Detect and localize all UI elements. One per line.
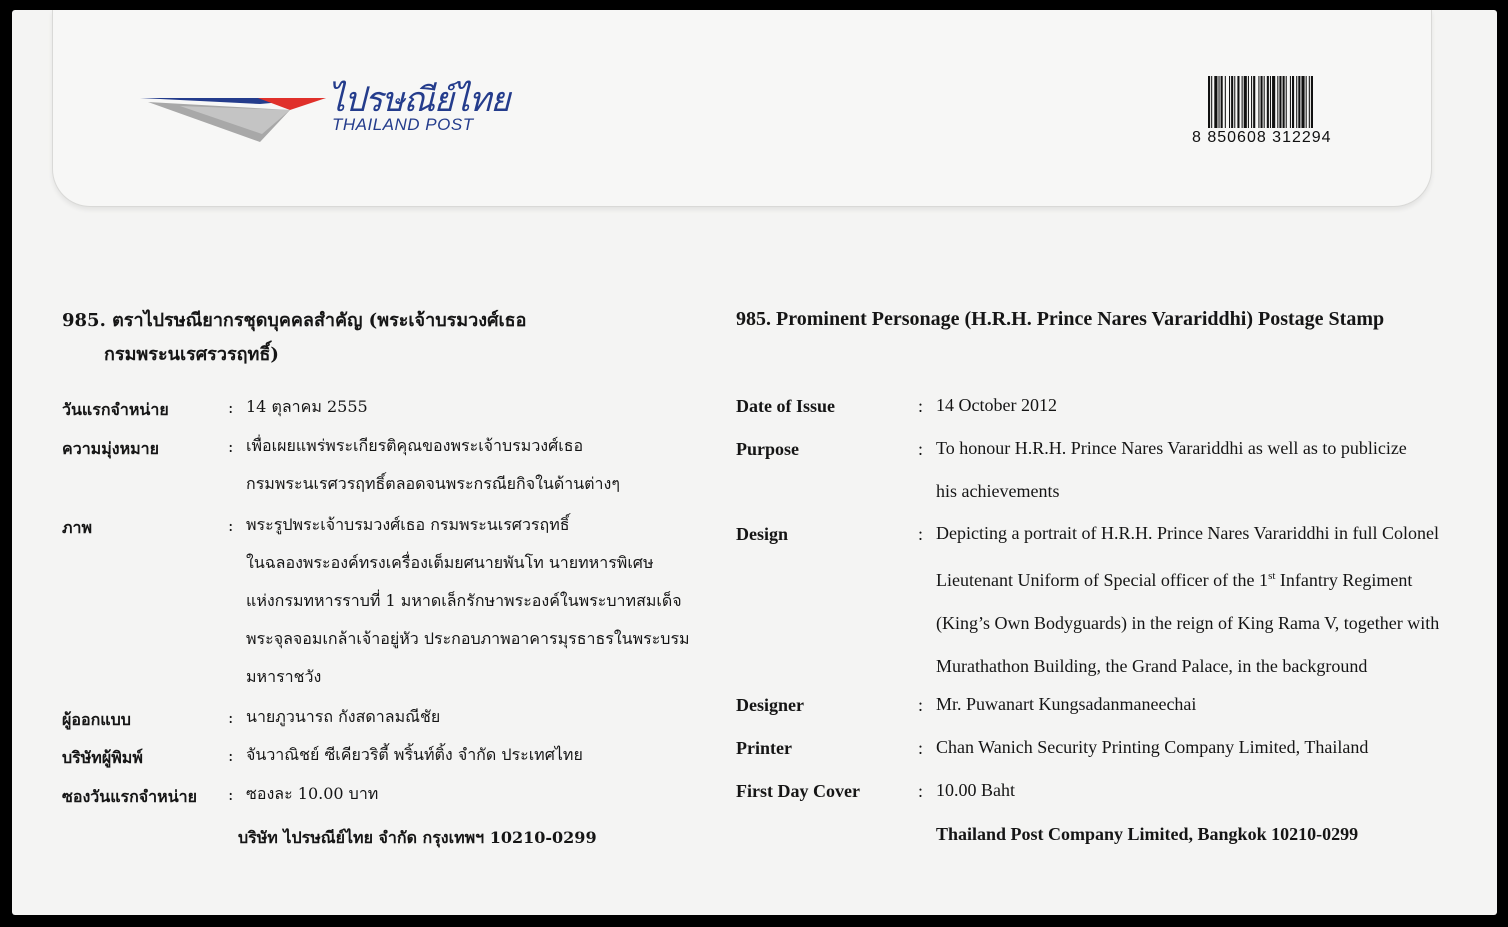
english-title: 985. Prominent Personage (H.R.H. Prince Nares Varariddhi) Postage Stamp bbox=[736, 308, 1385, 330]
colon: : bbox=[228, 516, 234, 535]
colon: : bbox=[228, 746, 234, 765]
colon: : bbox=[918, 439, 924, 459]
thai-footer: บริษัท ไปรษณีย์ไทย จำกัด กรุงเทพฯ 10210-0299 bbox=[238, 828, 597, 847]
en-label: First Day Cover bbox=[736, 781, 860, 801]
colon: : bbox=[918, 781, 924, 801]
colon: : bbox=[228, 785, 234, 804]
colon: : bbox=[918, 695, 924, 715]
thai-label: วันแรกจำหน่าย bbox=[62, 400, 169, 419]
colon: : bbox=[228, 398, 234, 417]
logo-english-text: THAILAND POST bbox=[332, 115, 474, 134]
en-value: 10.00 Baht bbox=[936, 780, 1015, 800]
thai-value: ซองละ 10.00 บาท bbox=[246, 784, 379, 803]
thai-value: นายภูวนารถ กังสดาลมณีชัย bbox=[246, 707, 441, 726]
thai-label: ผู้ออกแบบ bbox=[62, 710, 131, 729]
en-label: Printer bbox=[736, 738, 792, 758]
english-footer: Thailand Post Company Limited, Bangkok 10210-0299 bbox=[936, 824, 1359, 844]
en-value: To honour H.R.H. Prince Nares Varariddhi as well as to publicize his achievements bbox=[936, 438, 1407, 501]
thai-description bbox=[62, 304, 742, 847]
en-label: Purpose bbox=[736, 439, 799, 459]
thailand-post-logo bbox=[140, 80, 510, 150]
en-value: Mr. Puwanart Kungsadanmaneechai bbox=[936, 694, 1197, 714]
logo-thai-text: ไปรษณีย์ไทย bbox=[328, 80, 510, 120]
english-description bbox=[736, 304, 1496, 844]
colon: : bbox=[918, 524, 924, 544]
colon: : bbox=[918, 396, 924, 416]
en-value: Chan Wanich Security Printing Company Limited, Thailand bbox=[936, 737, 1369, 757]
thai-value: จันวาณิชย์ ซีเคียวริตี้ พริ้นท์ติ้ง จำกัด ประเทศไทย bbox=[246, 745, 583, 764]
thailand-post-wing-icon bbox=[140, 80, 330, 150]
en-label: Date of Issue bbox=[736, 396, 835, 416]
thai-label: ภาพ bbox=[62, 518, 93, 537]
colon: : bbox=[918, 738, 924, 758]
en-value: Depicting a portrait of H.R.H. Prince Nares Varariddhi in full Colonel Lieutenant Uniform of Special officer of the 1st Infantry Regiment (King’s Own Bodyguards) in the reign of King Rama V, together with Murathathon Building, the Grand Palace, in the background bbox=[936, 523, 1440, 676]
en-label: Design bbox=[736, 524, 789, 544]
thai-title-line2: กรมพระนเรศรวรฤทธิ์) bbox=[104, 344, 279, 365]
thai-value: 14 ตุลาคม 2555 bbox=[246, 397, 368, 416]
envelope-back bbox=[12, 10, 1497, 915]
thai-label: บริษัทผู้พิมพ์ bbox=[62, 748, 143, 767]
thai-value: พระรูปพระเจ้าบรมวงศ์เธอ กรมพระนเรศวรฤทธิ์ ในฉลองพระองค์ทรงเครื่องเต็มยศนายพันโท นายทหารพิเศษ แห่งกรมทหารราบที่ 1 มหาดเล็กรักษาพระองค์ในพระบาทสมเด็จ พระจุลจอมเกล้าเจ้าอยู่หัว ประกอบภาพอาคารมุรธาธรในพระบรม มหาราชวัง bbox=[246, 515, 690, 686]
barcode bbox=[1192, 76, 1352, 147]
colon: : bbox=[228, 708, 234, 727]
thai-value: เพื่อเผยแพร่พระเกียรติคุณของพระเจ้าบรมวงศ์เธอ กรมพระนเรศวรฤทธิ์ตลอดจนพระกรณียกิจในด้านต่างๆ bbox=[246, 436, 620, 493]
thai-label: ความมุ่งหมาย bbox=[62, 439, 160, 458]
thai-label: ซองวันแรกจำหน่าย bbox=[62, 787, 197, 806]
en-label: Designer bbox=[736, 695, 804, 715]
en-value: 14 October 2012 bbox=[936, 395, 1057, 415]
colon: : bbox=[228, 437, 234, 456]
barcode-number: 8 850608 312294 bbox=[1192, 129, 1332, 146]
thai-title-line1: 985. ตราไปรษณียากรชุดบุคคลสำคัญ (พระเจ้าบรมวงศ์เธอ bbox=[62, 310, 527, 331]
barcode-bars bbox=[1192, 76, 1354, 128]
